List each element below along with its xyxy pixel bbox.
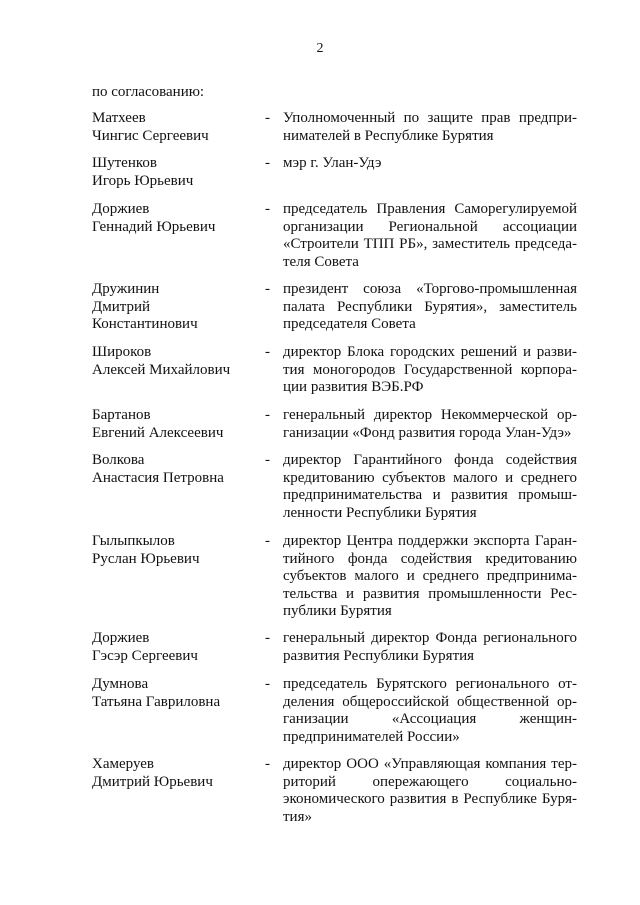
member-role: директор Гарантийного фонда содействия кредитованию субъектов малого и среднего предпринимательства и развития промышленности Республики Бурятия	[283, 452, 577, 521]
member-given-name: Гэсэр Сергеевич	[92, 647, 198, 664]
member-role: президент союза «Торгово-промышленная палата Республики Бурятия», заместитель председателя Совета	[283, 281, 577, 332]
separator-dash: -	[265, 201, 270, 217]
member-role: председатель Правления Саморегулируемой организации Региональной ассоциации «Строители ТПП РБ», заместитель председателя Совета	[283, 201, 577, 270]
member-given-name: Чингис Сергеевич	[92, 127, 209, 144]
separator-dash: -	[265, 344, 270, 360]
member-role: генеральный директор Фонда регионального развития Республики Бурятия	[283, 630, 577, 664]
page-number: 2	[316, 41, 324, 56]
member-given-name: Руслан Юрьевич	[92, 550, 200, 567]
member-given-name: Татьяна Гавриловна	[92, 693, 221, 710]
member-surname: Волкова	[92, 452, 145, 468]
member-name	[92, 676, 257, 711]
member-surname: Доржиев	[92, 201, 150, 217]
member-given-name: Игорь Юрьевич	[92, 172, 194, 189]
member-surname: Гылыпкылов	[92, 533, 175, 549]
member-role: генеральный директор Некоммерческой организации «Фонд развития города Улан-Удэ»	[283, 407, 577, 441]
member-surname: Доржиев	[92, 630, 150, 646]
member-surname: Хамеруев	[92, 756, 154, 772]
member-given-name: Евгений Алексеевич	[92, 424, 224, 441]
member-surname: Дружинин	[92, 281, 160, 297]
member-surname: Бартанов	[92, 407, 151, 423]
separator-dash: -	[265, 533, 270, 549]
member-given-name: Геннадий Юрьевич	[92, 218, 216, 235]
member-given-name: Дмитрий	[92, 298, 151, 315]
separator-dash: -	[265, 110, 270, 126]
member-role: Уполномоченный по защите прав предпринимателей в Республике Бурятия	[283, 110, 577, 144]
member-name	[92, 155, 257, 190]
member-name	[92, 281, 257, 334]
member-role: директор Центра поддержки экспорта Гарантийного фонда содействия кредитованию субъектов малого и среднего предпринимательства и развития промышленности Республики Бурятия	[283, 533, 577, 619]
member-name	[92, 452, 257, 487]
member-role: директор Блока городских решений и развития моногородов Государственной корпорации развития ВЭБ.РФ	[283, 344, 577, 395]
member-name	[92, 110, 257, 145]
separator-dash: -	[265, 281, 270, 297]
member-name	[92, 407, 257, 442]
member-name	[92, 201, 257, 236]
member-surname: Широков	[92, 344, 152, 360]
member-name	[92, 344, 257, 379]
separator-dash: -	[265, 630, 270, 646]
member-given-name: Дмитрий Юрьевич	[92, 773, 213, 790]
member-surname: Думнова	[92, 676, 149, 692]
separator-dash: -	[265, 155, 270, 171]
member-role: мэр г. Улан-Удэ	[283, 155, 382, 171]
separator-dash: -	[265, 676, 270, 692]
member-role: председатель Бурятского регионального отделения общероссийской общественной организации «Ассоциация женщин-предпринимателей России»	[283, 676, 577, 745]
separator-dash: -	[265, 407, 270, 423]
member-surname: Шутенков	[92, 155, 157, 171]
member-name	[92, 756, 257, 791]
member-given-name: Анастасия Петровна	[92, 469, 224, 486]
member-role: директор ООО «Управляющая компания территорий опережающего социально-экономического развития в Республике Бурятия»	[283, 756, 577, 825]
member-patronymic: Константинович	[92, 316, 198, 332]
separator-dash: -	[265, 756, 270, 772]
member-surname: Матхеев	[92, 110, 146, 126]
member-given-name: Алексей Михайлович	[92, 361, 231, 378]
intro-text: по согласованию:	[92, 84, 205, 100]
member-name	[92, 533, 257, 568]
separator-dash: -	[265, 452, 270, 468]
member-name	[92, 630, 257, 665]
